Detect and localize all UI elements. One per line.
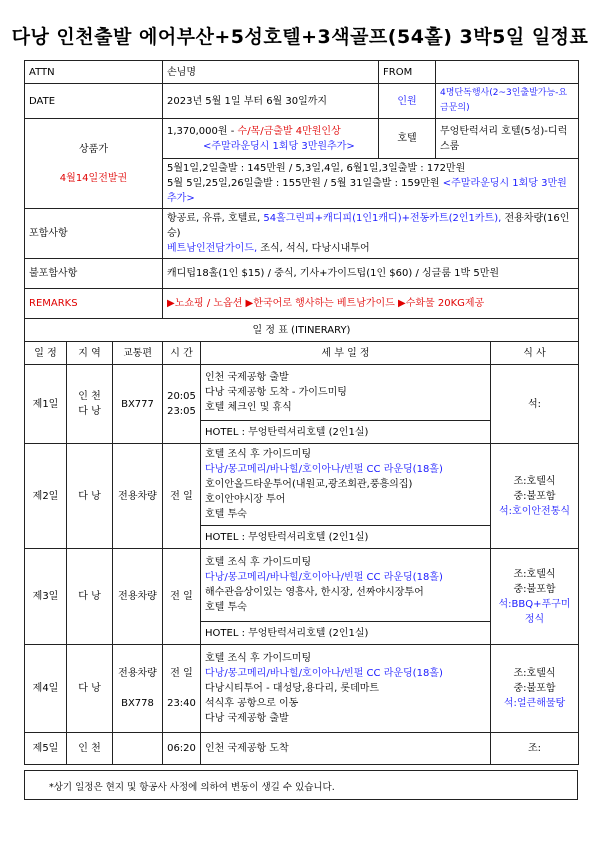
day2-meals [491,444,579,549]
included-label: 포함사항 [25,209,163,259]
price-promo: <주말라운딩시 1회당 3만원추가> [203,140,355,152]
day2-region: 다 낭 [67,444,113,549]
header-region: 지 역 [67,342,113,365]
day4-meals [491,645,579,733]
people-value: 4명단독행사(2~3인출발가능-요금문의) [436,84,579,119]
day5-transport [113,733,163,765]
price-line2-blue: <주말라운딩시 1회당 3만원추가> [167,178,567,204]
day4-region: 다 낭 [67,645,113,733]
footnote: *상기 일정은 현지 및 항공사 사정에 의하여 변동이 생길 수 있습니다. [24,770,578,800]
people-label: 인원 [379,84,436,119]
day4-meal: 석:얼큰해물탕 [503,698,566,709]
day5-line: 인천 국제공항 도착 [205,743,289,754]
day1-transport: BX777 [113,365,163,444]
price-label: 상품가 [79,143,108,155]
day2-line: 호텔 투숙 [205,509,247,520]
day4-line: 다낭/몽고메리/바나힐/호이아나/빈펄 CC 라운딩(18홀) [205,668,443,679]
day5-meals [491,733,579,765]
day3-details [201,549,491,622]
day3-region: 다 낭 [67,549,113,645]
day5-details [201,733,491,765]
day2-line: 다낭/몽고메리/바나힐/호이아나/빈펄 CC 라운딩(18홀) [205,464,443,475]
included-line2a: 베트남인전담가이드, [167,243,258,254]
remarks-value: ▶노쇼핑 / 노옵션 ▶한국어로 행사하는 베트남가이드 ▶수화물 20KG제공 [163,289,579,319]
from-label: FROM [379,61,436,84]
price-line2: 5월 5일,25일,26일출발 : 155만원 / 5월 31일출발 : 159만원 [167,178,440,189]
day1-line: 다낭 국제공항 도착 - 가이드미팅 [205,387,347,398]
day4-line: 석식후 공항으로 이동 [205,698,299,709]
day3-time: 전 일 [163,549,201,645]
day3-line: 다낭/몽고메리/바나힐/호이아나/빈펄 CC 라운딩(18홀) [205,572,443,583]
header-day: 일 정 [25,342,67,365]
header-transport: 교통편 [113,342,163,365]
day2-transport: 전용차량 [113,444,163,549]
date-value: 2023년 5월 1일 부터 6월 30일까지 [163,84,379,119]
day2-line: 호이안야시장 투어 [205,494,286,505]
day4-details [201,645,491,733]
day5-label: 제5일 [25,733,67,765]
day2-meal: 중:불포함 [513,490,556,502]
excluded-value: 캐디팁18홀(1인 $15) / 중식, 기사+가이드팁(1인 $60) / 싱글룸 1박 5만원 [163,259,579,289]
itinerary-title: 일 정 표 (ITINERARY) [25,319,579,342]
included-line2b: 조식, 석식, 다낭시내투어 [257,243,370,254]
day4-meal: 중:불포함 [513,683,556,694]
hotel-label: 호텔 [379,119,436,159]
price-note: 4월14일전발권 [59,172,128,184]
price-line1: 5월1일,2일출발 : 145만원 / 5,3일,4일, 6월1일,3일출발 : 172만원 [167,163,466,174]
day2-time: 전 일 [163,444,201,549]
day1-region: 인 천 다 낭 [67,365,113,444]
excluded-label: 불포함사항 [25,259,163,289]
day2-line: 호텔 조식 후 가이드미팅 [205,449,312,460]
hotel-value: 무엉탄럭셔리 호텔(5성)-디럭스룸 [436,119,579,159]
day1-line: 호텔 체크인 및 휴식 [205,402,292,413]
day1-meals [491,365,579,444]
day2-details [201,444,491,526]
day1-meal: 석: [528,398,542,410]
day3-transport: 전용차량 [113,549,163,645]
day4-transport: 전용차량 BX778 [113,645,163,733]
included-line1b: 54홀그린피+캐디피(1인1캐디)+전동카트(2인1카트), [263,213,502,224]
page-title: 다낭 인천출발 에어부산+5성호텔+3색골프(54홀) 3박5일 일정표 [11,26,589,48]
day3-hotel: HOTEL : 무엉탄럭셔리호텔 (2인1실) [201,622,491,645]
price-base: 1,370,000원 - [167,125,238,137]
day3-label: 제3일 [25,549,67,645]
price-detail-cell [163,159,579,209]
attn-label: ATTN [25,61,163,84]
day3-line: 호텔 조식 후 가이드미팅 [205,557,312,568]
day5-time: 06:20 [163,733,201,765]
day1-time: 20:05 23:05 [163,365,201,444]
day3-meal: 조:호텔식 [513,568,556,580]
itinerary-table [24,60,579,765]
price-base-cell [163,119,379,159]
day2-hotel: HOTEL : 무엉탄럭셔리호텔 (2인1실) [201,526,491,549]
price-label-cell [25,119,163,209]
day4-label: 제4일 [25,645,67,733]
day3-meal: 중:불포함 [513,583,556,595]
day1-details [201,365,491,421]
day4-line: 다낭시티투어 - 대성당,용다리, 롯데마트 [205,683,380,694]
attn-value: 손님명 [163,61,379,84]
day3-meals [491,549,579,645]
header-meal: 식 사 [491,342,579,365]
day3-line: 해수관음상이있는 영흥사, 한시장, 선짜야시장투어 [205,587,424,598]
header-time: 시 간 [163,342,201,365]
day5-meal: 조: [528,743,542,754]
day3-meal: 석:BBQ+푸구미정식 [498,598,571,625]
remarks-label: REMARKS [25,289,163,319]
from-value [436,61,579,84]
day2-label: 제2일 [25,444,67,549]
day4-meal: 조:호텔식 [513,668,556,679]
day2-line: 호이안올드타운투어(내원교,광조회관,풍흥의집) [205,479,413,490]
day4-time: 전 일 23:40 [163,645,201,733]
included-line1a: 항공료, 유류, 호텔료, [167,213,264,224]
day1-label: 제1일 [25,365,67,444]
header-detail: 세 부 일 정 [201,342,491,365]
day5-region: 인 천 [67,733,113,765]
included-line1c: 전용차량(16인승) [167,213,570,239]
day1-hotel: HOTEL : 무엉탄럭셔리호텔 (2인1실) [201,421,491,444]
day2-meal: 조:호텔식 [513,475,556,487]
price-base-red: 수/목/금출발 4만원인상 [237,125,341,137]
day2-meal: 석:호이안전통식 [499,505,571,517]
day4-line: 호텔 조식 후 가이드미팅 [205,653,312,664]
day4-line: 다낭 국제공항 출발 [205,713,289,724]
date-label: DATE [25,84,163,119]
day3-line: 호텔 투숙 [205,602,247,613]
included-cell [163,209,579,259]
day1-line: 인천 국제공항 출발 [205,372,289,383]
